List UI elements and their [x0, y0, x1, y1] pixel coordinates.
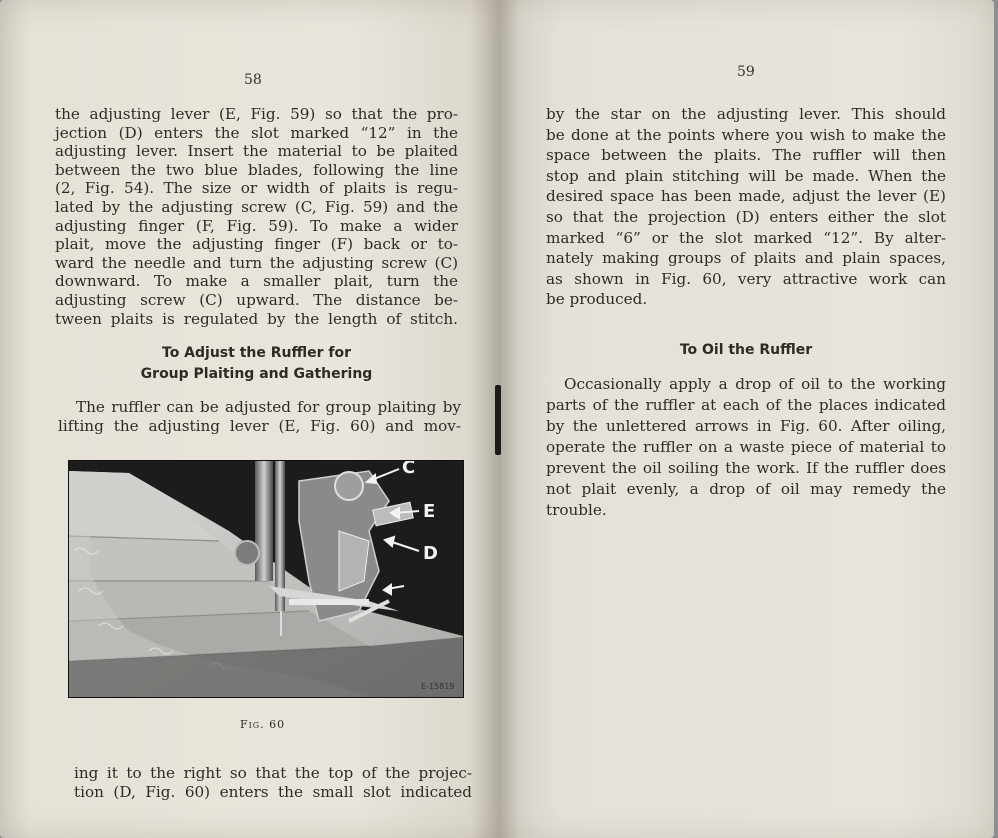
text-line: nately making groups of plaits and plain spaces, — [546, 249, 946, 268]
text-line: downward. To make a smaller plait, turn the — [55, 272, 458, 291]
heading-line-2: Group Plaiting and Gathering — [140, 366, 373, 382]
text-line: plait, move the adjusting finger (F) back or to- — [55, 235, 458, 254]
left-paragraph-1 — [55, 105, 458, 328]
page-number-right: 59 — [737, 64, 755, 80]
figure-label-e: E — [423, 501, 436, 522]
left-section-heading — [55, 343, 458, 385]
text-line: tion (D, Fig. 60) enters the small slot indicated — [74, 782, 472, 801]
text-line: adjusting screw (C) upward. The distance be- — [55, 290, 458, 309]
right-page — [500, 0, 994, 838]
text-line: by the unlettered arrows in Fig. 60. After oiling, — [546, 417, 946, 435]
text-line: be done at the points where you wish to make the — [546, 125, 946, 144]
text-line: not plait evenly, a drop of oil may remedy the — [546, 480, 946, 498]
left-paragraph-2 — [58, 398, 461, 435]
text-line: marked “6” or the slot marked “12”. By alter- — [546, 228, 946, 247]
text-line: Occasionally apply a drop of oil to the working — [564, 375, 946, 393]
text-line: operate the ruffler on a waste piece of material to — [546, 438, 946, 456]
text-line: (2, Fig. 54). The size or width of plaits is regu- — [55, 179, 458, 198]
figure-label-c: C — [402, 461, 416, 478]
right-paragraph-1 — [546, 104, 946, 310]
right-section-heading: To Oil the Ruffler — [679, 342, 813, 358]
figure-caption: Fig. 60 — [240, 718, 286, 731]
text-line: trouble. — [546, 501, 607, 519]
text-line: as shown in Fig. 60, very attractive work can — [546, 269, 946, 288]
text-line: lifting the adjusting lever (E, Fig. 60) and mov- — [58, 416, 461, 435]
text-line: The ruffler can be adjusted for group plaiting by — [76, 398, 461, 416]
text-line: tween plaits is regulated by the length of stitch. — [55, 309, 458, 328]
text-line: ward the needle and turn the adjusting screw (C) — [55, 253, 458, 272]
text-line: be produced. — [546, 290, 648, 309]
text-line: so that the projection (D) enters either the slot — [546, 207, 946, 226]
text-line: desired space has been made, adjust the lever (E) — [546, 187, 946, 206]
right-paragraph-2 — [546, 374, 946, 521]
book-spine — [495, 385, 501, 455]
text-line: space between the plaits. The ruffler will then — [546, 146, 946, 165]
text-line: by the star on the adjusting lever. This should — [546, 105, 946, 123]
figure-label-d: D — [423, 543, 438, 564]
text-line: between the two blue blades, following the line — [55, 160, 458, 179]
figure-mark: E-15819 — [421, 682, 455, 691]
text-line: adjusting finger (F, Fig. 59). To make a wider — [55, 216, 458, 235]
text-line: parts of the ruffler at each of the places indicated — [546, 396, 946, 414]
text-line: the adjusting lever (E, Fig. 59) so that the pro- — [55, 105, 458, 123]
text-line: adjusting lever. Insert the material to be plaited — [55, 142, 458, 161]
text-line: lated by the adjusting screw (C, Fig. 59) and the — [55, 197, 458, 216]
left-paragraph-3 — [74, 764, 472, 801]
page-number-left: 58 — [244, 72, 262, 88]
text-line: ing it to the right so that the top of the projec- — [74, 764, 472, 782]
text-line: stop and plain stitching will be made. When the — [546, 166, 946, 185]
ruffler-photo — [68, 460, 464, 698]
ruffler-illustration — [69, 461, 463, 697]
heading-line-1: To Adjust the Ruffler for — [162, 345, 351, 361]
text-line: jection (D) enters the slot marked “12” in the — [55, 123, 458, 142]
text-line: prevent the oil soiling the work. If the ruffler does — [546, 459, 946, 477]
